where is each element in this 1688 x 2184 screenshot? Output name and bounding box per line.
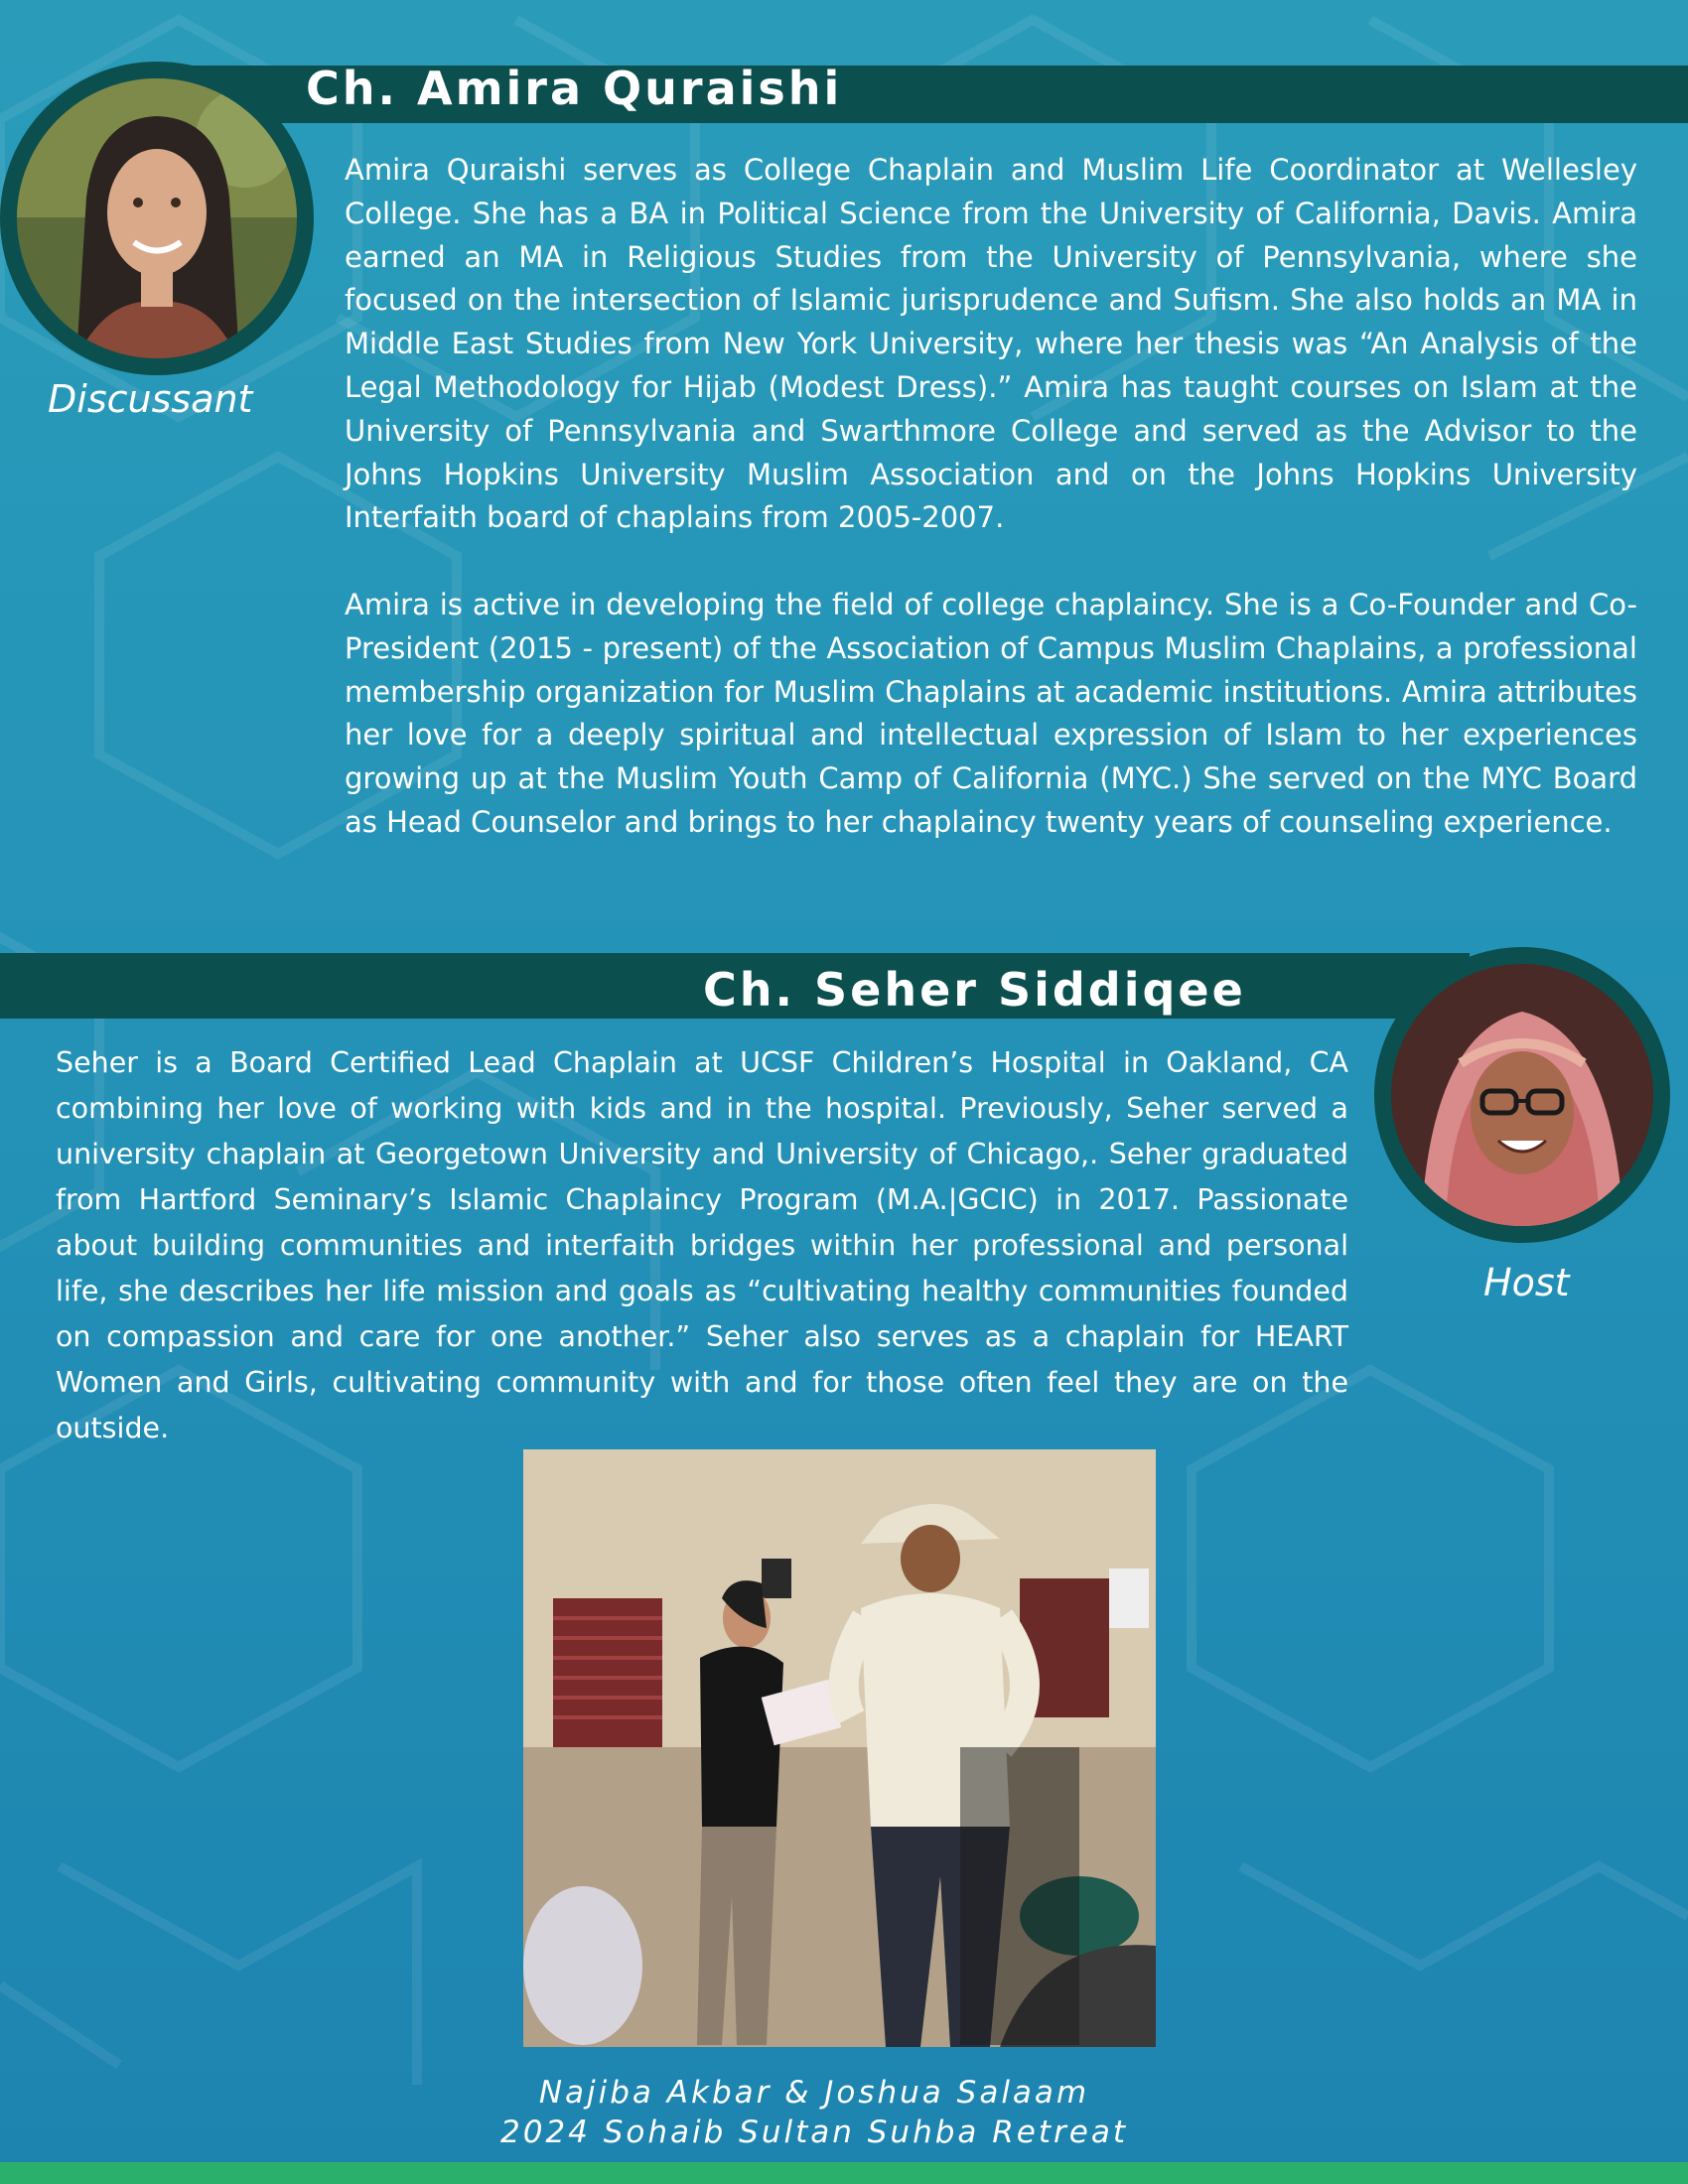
speaker-1-role: Discussant	[48, 377, 253, 421]
speaker-2-bio: Seher is a Board Certified Lead Chaplain at UCSF Children’s Hospital in Oakland, CA combining her love of working with kids and in the hospital. Previously, Seher served a university chaplain at Georgetown University and University of Chicago,. Seher graduated from Hartford Seminary’s Islamic Chaplaincy Program (M.A.|GCIC) in 2017. Passionate about building communities and interfaith bridges within her professional and personal life, she describes her life mission and goals as “cultivating healthy communities founded on compassion and care for one another.” Seher also serves as a chaplain for HEART Women and Girls, cultivating community with and for those often feel they are on the outside.	[56, 1046, 1348, 1444]
speaker-2-role: Host	[1483, 1261, 1570, 1304]
footer-bar	[0, 2162, 1688, 2184]
speaker-2-name: Ch. Seher Siddiqee	[703, 963, 1246, 1017]
speaker-1-portrait	[0, 62, 314, 375]
photo-caption-line-1: Najiba Akbar & Joshua Salaam	[538, 2075, 1090, 2111]
speaker-1-photo	[17, 78, 297, 358]
speaker-1-bio-paragraph-2: Amira is active in developing the field of college chaplaincy. She is a Co-Founder and Co-President (2015 - present) of the Association of Campus Muslim Chaplains, a professional membership organization for Muslim Chaplains at academic institutions. Amira attributes her love for a deeply spiritual and intellectual expression of Islam to her experiences growing up at the Muslim Youth Camp of California (MYC.) She served on the MYC Board as Head Counselor and brings to her chaplaincy twenty years of counseling experience.	[345, 588, 1637, 839]
photo-caption	[417, 2073, 1211, 2152]
event-photo	[523, 1449, 1156, 2047]
speaker-2-photo	[1391, 964, 1653, 1226]
photo-caption-line-2: 2024 Sohaib Sultan Suhba Retreat	[499, 2115, 1128, 2150]
speaker-1-name: Ch. Amira Quraishi	[306, 62, 843, 115]
speaker-2-portrait	[1374, 947, 1670, 1243]
speaker-1-bio-paragraph-1: Amira Quraishi serves as College Chaplain and Muslim Life Coordinator at Wellesley College. She has a BA in Political Science from the University of California, Davis. Amira earned an MA in Religious Studies from the University of Pennsylvania, where she focused on the intersection of Islamic jurisprudence and Sufism. She also holds an MA in Middle East Studies from New York University, where her thesis was “An Analysis of the Legal Methodology for Hijab (Modest Dress).” Amira has taught courses on Islam at the University of Pennsylvania and Swarthmore College and served as the Advisor to the Johns Hopkins University Muslim Association and on the Johns Hopkins University Interfaith board of chaplains from 2005-2007.	[345, 153, 1637, 535]
